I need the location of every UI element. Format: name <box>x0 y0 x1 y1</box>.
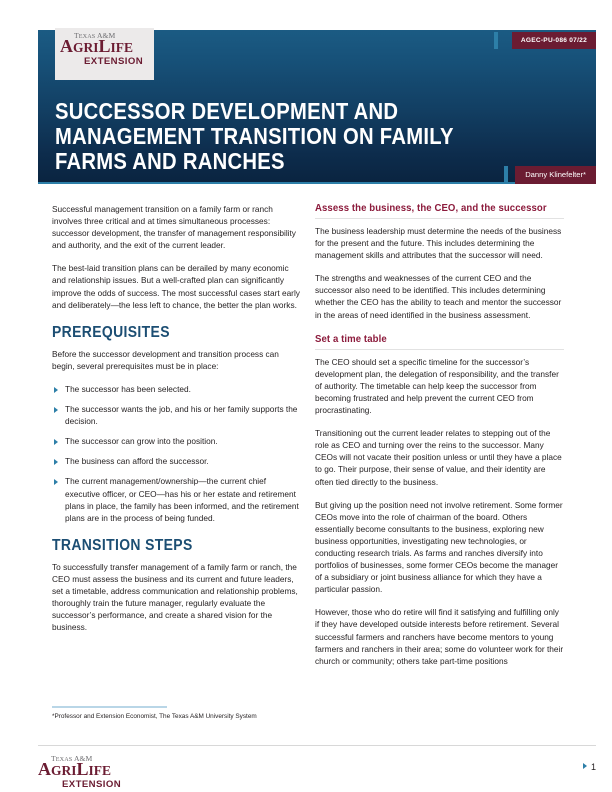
footnote-divider <box>52 706 167 708</box>
triangle-bullet-icon <box>54 459 58 465</box>
pub-id-badge-accent <box>494 32 498 49</box>
section-heading-prerequisites: PREREQUISITES <box>52 323 170 341</box>
section-heading-transition-steps: TRANSITION STEPS <box>52 536 193 554</box>
paragraph: The business leadership must determine the needs of the business for the present and the future. This includes determining the management skills and attributes that the successor will need. <box>315 226 562 261</box>
paragraph: The CEO should set a specific timeline for the successor’s development plan, the delegation of responsibility, and the transfer of authority. The timetable can help keep the successor from becoming frustrated and help prevent the current CEO from procrastinating. <box>315 356 559 416</box>
page-number <box>583 762 596 772</box>
subsection-heading: Assess the business, the CEO, and the successor <box>315 203 547 214</box>
page-title: SUCCESSOR DEVELOPMENT AND MANAGEMENT TRANSITION ON FAMILY FARMS AND RANCHES <box>55 98 454 174</box>
header-bottom-accent-strip <box>38 182 596 184</box>
footer-logo-extension-text: EXTENSION <box>62 779 122 790</box>
page-number-value: 1 <box>590 762 596 772</box>
logo-extension-text: EXTENSION <box>84 56 144 67</box>
list-item <box>52 403 301 427</box>
paragraph: To successfully transfer management of a family farm or ranch, the CEO must assess the business and its current and future leaders, set a timetable, address communication and relationship problems, thoroughly train the future manager, regularly evaluate the successor’s performance, and create a shared vision for the business. <box>52 561 298 633</box>
list-item <box>52 475 301 523</box>
footer-divider <box>38 745 596 746</box>
left-text-column <box>52 203 301 644</box>
triangle-bullet-icon <box>54 439 58 445</box>
footer-agrilife-logo <box>38 755 158 790</box>
subsection-heading: Set a time table <box>315 333 387 345</box>
list-item <box>52 383 301 395</box>
triangle-bullet-icon <box>583 763 587 769</box>
footer-logo-texas-am-text: TEXAS A&M <box>51 754 93 763</box>
list-item-label: The successor can grow into the position. <box>65 436 218 447</box>
list-item-label: The business can afford the successor. <box>65 456 209 467</box>
agrilife-extension-logo <box>55 28 154 80</box>
triangle-bullet-icon <box>54 479 58 485</box>
paragraph: However, those who do retire will find it satisfying and fulfilling only if they have developed outside interests before retirement. Several successful farmers and ranchers have become mentors to young farmers and ranchers in their area; some do volunteer work for their church or community; others take part-time positions <box>315 607 564 666</box>
triangle-bullet-icon <box>54 387 58 393</box>
list-item-label: The successor has been selected. <box>65 383 191 394</box>
list-item-label: The successor wants the job, and his or her family supports the decision. <box>65 404 298 427</box>
paragraph: The best-laid transition plans can be derailed by many economic and relationship issues. But a well-crafted plan can significantly improve the odds of success. The most successful cases start early and deliberately—the less left to chance, the better the plan works. <box>52 263 300 310</box>
list-item <box>52 455 301 467</box>
author-byline: Danny Klinefelter* <box>515 166 596 184</box>
byline-accent <box>504 166 508 184</box>
subsection-divider <box>315 218 564 219</box>
footer-logo-agrilife-text: AGRILIFE <box>38 759 112 779</box>
prerequisites-list <box>52 383 301 524</box>
publication-id-badge: AGEC-PU-086 07/22 <box>512 32 596 49</box>
subsection-divider <box>315 349 564 350</box>
paragraph: But giving up the position need not involve retirement. Some former CEOs move into the role of chairman of the board. Others essentially become consultants to the business, exploring new business opportunities, investigating new technologies, or conducting research trials. As farms and ranches diversify into portfolios of businesses, some former CEOs become the manager of a subsidiary or joint business alliance for which they have a particular passion. <box>315 499 563 595</box>
paragraph: The strengths and weaknesses of the current CEO and the successor also need to be identified. This includes determining whether the CEO has the ability to teach and mentor the successor in the areas of need identified in the business assessment. <box>315 273 562 320</box>
subsection-assess-business <box>315 203 564 321</box>
list-item <box>52 435 301 447</box>
footnote <box>52 706 314 721</box>
footnote-text: *Professor and Extension Economist, The Texas A&M University System <box>52 713 257 720</box>
paragraph: Before the successor development and transition process can begin, several prerequisites must be in place: <box>52 348 279 371</box>
list-item-label: The current management/ownership—the current chief executive officer, or CEO—has his or her estate and retirement plans in place, the family has been informed, and the retirement plans are in the process of being funded. <box>65 476 299 523</box>
logo-texas-am-text: TEXAS A&M <box>74 31 116 40</box>
triangle-bullet-icon <box>54 407 58 413</box>
right-text-column <box>315 203 564 678</box>
paragraph: Transitioning out the current leader relates to stepping out of the role as CEO and turning over the reins to the successor. Many CEOs will not vacate their position unless or until they have a place to go. Their purpose, their sense of value, and their identity are often tied directly to the business. <box>315 428 562 487</box>
paragraph: Successful management transition on a family farm or ranch involves three critical and at times simultaneous processes: successor development, the transfer of management responsibility and authority, and the exit of the current leader. <box>52 204 296 251</box>
logo-agrilife-text: AGRILIFE <box>60 36 134 56</box>
subsection-set-a-time-table <box>315 334 564 667</box>
